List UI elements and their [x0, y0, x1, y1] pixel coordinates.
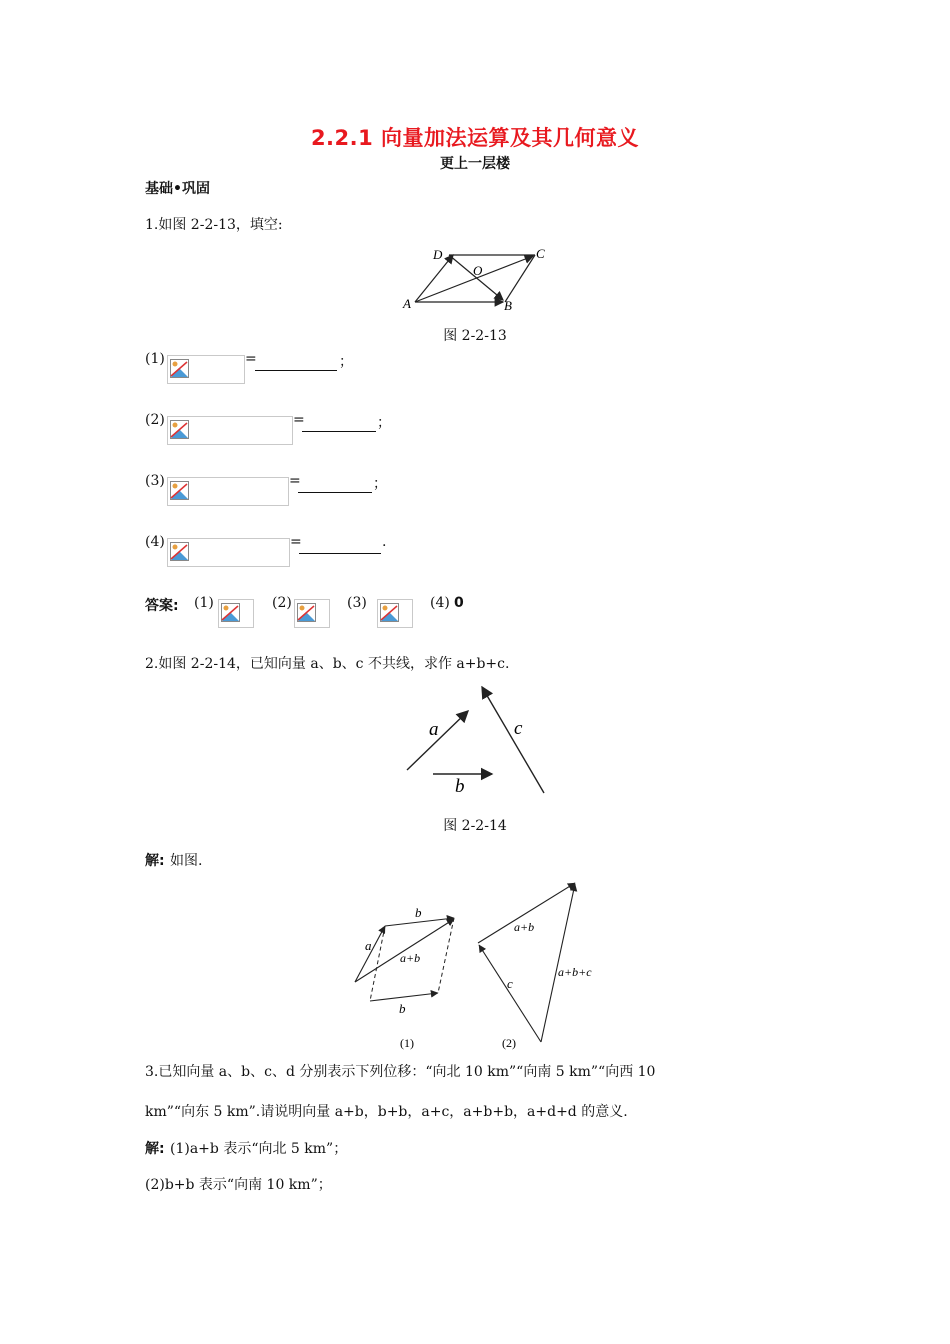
- label-a: a: [429, 719, 439, 740]
- point-C: C: [536, 246, 545, 261]
- sol-label-a-plus-b-plus-c: a+b+c: [558, 965, 592, 979]
- answer-label: 答案:: [145, 598, 179, 614]
- formula-image-3: [167, 477, 289, 506]
- q3-solution-label: 解:: [145, 1141, 165, 1157]
- q3-answer-2: (2)b+b 表示“向南 10 km”；: [145, 1177, 332, 1193]
- answer-4-value: 0: [454, 595, 464, 611]
- sol-vector-b-bottom: [370, 993, 438, 1001]
- answer-image-2: [294, 599, 330, 628]
- answer-blank-2[interactable]: [302, 421, 376, 432]
- sol-vector-a: [355, 926, 385, 982]
- sol-dashed-right: [438, 918, 454, 993]
- q3-answer-1: (1)a+b 表示“向北 5 km”；: [170, 1141, 348, 1157]
- figure-caption-1: 图 2-2-13: [443, 328, 507, 344]
- parallelogram-figure: [395, 240, 560, 315]
- q1-item-4-num: (4): [145, 534, 165, 550]
- broken-image-icon: [170, 420, 189, 439]
- broken-image-icon: [170, 359, 189, 378]
- answer-blank-4[interactable]: [299, 543, 381, 554]
- answer-2-num: (2): [272, 595, 292, 611]
- q3-line-2: km”“向东 5 km”.请说明向量 a+b，b+b，a+c，a+b+b，a+d+d 的意义.: [145, 1104, 628, 1120]
- vectors-abc-figure: [400, 680, 560, 800]
- q1-item-2-eq: =: [293, 412, 305, 428]
- label-c: c: [514, 718, 523, 739]
- answer-3-num: (3): [347, 595, 367, 611]
- segment-BC: [505, 255, 535, 302]
- sub-caption-2: (2): [502, 1036, 516, 1050]
- section-heading: 基础•巩固: [145, 181, 210, 197]
- figure-caption-2: 图 2-2-14: [443, 818, 507, 834]
- q1-item-3-eq: =: [289, 473, 301, 489]
- broken-image-icon: [380, 603, 399, 622]
- solution-figure: [345, 875, 605, 1055]
- point-D: D: [433, 247, 443, 262]
- page-title: 2.2.1 向量加法运算及其几何意义: [310, 126, 640, 150]
- sol-label-right-a-plus-b: a+b: [514, 920, 535, 934]
- broken-image-icon: [170, 542, 189, 561]
- page-subtitle: 更上一层楼: [440, 156, 510, 172]
- sol-vector-a-plus-b-right: [478, 883, 575, 943]
- sol-dashed-left: [370, 926, 385, 1001]
- answer-blank-1[interactable]: [255, 360, 337, 371]
- point-A: A: [403, 296, 411, 311]
- sol-vector-a-plus-b-plus-c: [541, 884, 575, 1042]
- q1-item-1-num: (1): [145, 351, 165, 367]
- q1-item-1-end: ；: [339, 354, 353, 370]
- sol-vector-c: [479, 945, 541, 1042]
- q3-line-1: 3.已知向量 a、b、c、d 分别表示下列位移：“向北 10 km”“向南 5 km”“向西 10: [145, 1064, 656, 1080]
- answer-image-1: [218, 599, 254, 628]
- sol-label-a-plus-b: a+b: [400, 951, 421, 965]
- vector-c: [482, 687, 544, 793]
- sol-label-a: a: [365, 938, 372, 953]
- sol-label-b-top: b: [415, 905, 422, 920]
- q1-item-3-num: (3): [145, 473, 165, 489]
- point-B: B: [504, 298, 512, 313]
- label-b: b: [455, 776, 465, 797]
- formula-image-2: [167, 416, 293, 445]
- broken-image-icon: [297, 603, 316, 622]
- q1-item-1-eq: =: [245, 351, 257, 367]
- q2-solution-label: 解:: [145, 853, 165, 869]
- answer-1-num: (1): [194, 595, 214, 611]
- q1-item-4-end: .: [382, 534, 387, 550]
- answer-4-num: (4): [430, 595, 450, 611]
- sub-caption-1: (1): [400, 1036, 414, 1050]
- answer-image-3: [377, 599, 413, 628]
- sol-label-c: c: [507, 976, 513, 991]
- q1-item-2-end: ；: [377, 415, 391, 431]
- q1-item-3-end: ；: [373, 476, 387, 492]
- answer-blank-3[interactable]: [298, 482, 372, 493]
- q2-stem: 2.如图 2-2-14，已知向量 a、b、c 不共线，求作 a+b+c.: [145, 656, 510, 672]
- broken-image-icon: [170, 481, 189, 500]
- q1-item-2-num: (2): [145, 412, 165, 428]
- formula-image-1: [167, 355, 245, 384]
- q1-stem: 1.如图 2-2-13，填空:: [145, 217, 283, 233]
- formula-image-4: [167, 538, 290, 567]
- broken-image-icon: [221, 603, 240, 622]
- point-O: O: [473, 263, 483, 278]
- q2-solution-text: 如图.: [170, 853, 203, 869]
- q1-item-4-eq: =: [290, 534, 302, 550]
- sol-label-b-bottom: b: [399, 1001, 406, 1016]
